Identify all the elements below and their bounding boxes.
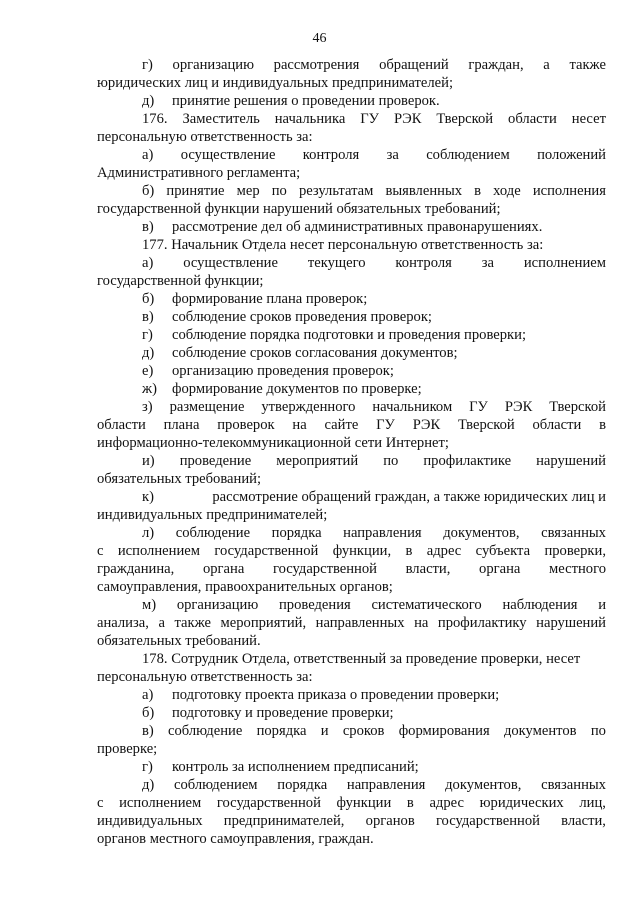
text-line [97, 417, 606, 434]
word: соблюдением [174, 777, 258, 793]
word: начальника [274, 111, 346, 127]
text-line [142, 759, 419, 776]
text-line [142, 525, 606, 542]
word: на [414, 615, 429, 631]
word: соблюдение [175, 525, 251, 541]
list-marker: в) [142, 219, 154, 235]
text-line [142, 597, 606, 614]
word: РЭК [412, 417, 441, 433]
text-line: юридических лиц и индивидуальных предпринимателей; [97, 75, 454, 91]
word: порядка [271, 525, 322, 541]
text-line [142, 345, 458, 362]
text-line [142, 687, 499, 704]
word: утвержденного [261, 399, 356, 415]
line-text: рассмотрение дел об административных правонарушениях. [172, 219, 543, 235]
text-line [142, 219, 542, 236]
word: выявленных [385, 183, 463, 199]
word: а) [142, 147, 154, 163]
text-line: обязательных требований. [97, 633, 261, 649]
list-marker: б) [142, 291, 155, 307]
text-line: персональную ответственность за: [97, 669, 313, 685]
word: по [383, 453, 399, 469]
word: мер [236, 183, 260, 199]
text-line [97, 795, 606, 812]
word: анализа, [97, 615, 149, 631]
word: проверки, [544, 543, 606, 559]
word: власти, [405, 561, 451, 577]
word: систематического [371, 597, 482, 613]
word: области [532, 417, 582, 433]
word: наблюдения [502, 597, 578, 613]
word: сайте [324, 417, 359, 433]
text-line: проверке; [97, 741, 158, 757]
word: адрес [426, 543, 462, 559]
word: начальником [372, 399, 453, 415]
word: адрес [429, 795, 464, 811]
line-text: формирование документов по проверке; [172, 381, 422, 397]
word: а [543, 57, 550, 73]
word: ходе [493, 183, 521, 199]
word: ГУ [469, 399, 488, 415]
word: на [292, 417, 307, 433]
text-line [142, 111, 606, 128]
text-line [142, 309, 432, 326]
text-line [142, 57, 606, 74]
text-line: государственной функции; [97, 273, 264, 289]
word: функции, [332, 543, 392, 559]
text-line: государственной функции нарушений обязательных требований; [97, 201, 501, 217]
word: государственной [214, 543, 319, 559]
list-marker: а) [142, 687, 154, 703]
line-text: подготовку проекта приказа о проведении проверки; [172, 687, 500, 703]
word: м) [142, 597, 157, 613]
word: с [97, 543, 104, 559]
word: РЭК [393, 111, 422, 127]
word: по [590, 723, 606, 739]
word: также [569, 57, 606, 73]
word: результатам [298, 183, 374, 199]
text-line [142, 363, 394, 380]
word: к) [142, 489, 154, 505]
line-text: организацию проведения проверок; [172, 363, 394, 379]
word: несет [571, 111, 606, 127]
text-line [142, 453, 606, 470]
text-line: информационно-телекоммуникационной сети Интернет; [97, 435, 449, 451]
word: в [599, 417, 606, 433]
text-line [97, 813, 606, 830]
word: за [386, 147, 399, 163]
word: сроков [342, 723, 385, 739]
list-marker: е) [142, 363, 154, 379]
text-line: индивидуальных предпринимателей; [97, 507, 328, 523]
word: исполнением [523, 255, 606, 271]
word: функции [336, 795, 392, 811]
word: контроля [395, 255, 452, 271]
word: исполнения [532, 183, 606, 199]
text-line [142, 381, 422, 398]
text-line [142, 777, 606, 794]
word: государственной [435, 813, 540, 829]
word: положений [537, 147, 606, 163]
word: местного [549, 561, 606, 577]
list-marker: ж) [142, 381, 157, 397]
word: граждан, [468, 57, 524, 73]
word: в [405, 543, 413, 559]
text-line: персональную ответственность за: [97, 129, 313, 145]
word: направленных [315, 615, 405, 631]
word: индивидуальных [97, 813, 203, 829]
list-marker: д) [142, 93, 155, 109]
text-line [142, 327, 526, 344]
word: 178. Сотрудник Отдела, ответственный за проведение проверки, несет [142, 651, 581, 667]
word: и) [142, 453, 155, 469]
word: размещение [169, 399, 245, 415]
word: ГУ [376, 417, 395, 433]
word: мероприятий, [220, 615, 307, 631]
text-line: Административного регламента; [97, 165, 301, 181]
word: в [474, 183, 482, 199]
word: за [481, 255, 494, 271]
word: а) [142, 255, 154, 271]
text-line [142, 93, 440, 110]
word: д) [142, 777, 155, 793]
word: в) [142, 723, 154, 739]
line-text: соблюдение порядка подготовки и проведения проверки; [172, 327, 526, 343]
word: органов [365, 813, 415, 829]
word: профилактику [437, 615, 527, 631]
word: проведение [179, 453, 252, 469]
word: государственной [216, 795, 321, 811]
word: предпринимателей, [223, 813, 345, 829]
page-number: 46 [312, 31, 327, 46]
word: области [508, 111, 557, 127]
text-line [142, 291, 367, 308]
word: осуществление [183, 255, 278, 271]
word: организацию [176, 597, 259, 613]
text-line [142, 255, 606, 272]
text-line [142, 723, 606, 740]
line-text: контроль за исполнением предписаний; [172, 759, 419, 775]
word: органа [479, 561, 521, 577]
word: проверок [217, 417, 275, 433]
word: документов [503, 723, 577, 739]
text-line [142, 651, 606, 668]
list-marker: б) [142, 705, 155, 721]
word: обращений [379, 57, 449, 73]
word: субъекта [475, 543, 531, 559]
line-text: соблюдение сроков согласования документов; [172, 345, 458, 361]
text-line: 177. Начальник Отдела несет персональную ответственность за: [142, 237, 544, 253]
text-line [97, 561, 606, 578]
word: РЭК [504, 399, 533, 415]
word: порядка [277, 777, 328, 793]
line-text: формирование плана проверок; [172, 291, 368, 307]
word: организацию [172, 57, 254, 73]
word: гражданина, [97, 561, 175, 577]
list-marker: г) [142, 327, 153, 343]
word: профилактике [423, 453, 512, 469]
word: связанных [541, 777, 606, 793]
word: а [158, 615, 165, 631]
word: юридических [479, 795, 564, 811]
list-marker: г) [142, 759, 153, 775]
word: з) [142, 399, 153, 415]
text-line [142, 489, 606, 506]
line-text: соблюдение сроков проведения проверок; [172, 309, 432, 325]
text-line [142, 705, 394, 722]
word: органа [202, 561, 245, 577]
text-line: обязательных требований; [97, 471, 262, 487]
line-text: подготовку и проведение проверки; [172, 705, 394, 721]
word: исполнением [119, 795, 202, 811]
word: с [97, 795, 104, 811]
word: контроля [302, 147, 360, 163]
text-line [97, 615, 606, 632]
word: области [97, 417, 146, 433]
text-line: самоуправления, правоохранительных органов; [97, 579, 393, 595]
word: осуществление [180, 147, 276, 163]
word: Заместитель [182, 111, 260, 127]
word: нарушений [536, 615, 606, 631]
word: государственной [272, 561, 377, 577]
word: также [174, 615, 211, 631]
word: связанных [541, 525, 606, 541]
word: рассмотрение обращений граждан, а также юридических лиц и [212, 489, 606, 505]
word: б) [142, 183, 155, 199]
word: плана [163, 417, 200, 433]
word: направления [346, 777, 426, 793]
word: Тверской [436, 111, 494, 127]
text-line [142, 399, 606, 416]
word: Тверской [549, 399, 606, 415]
word: текущего [307, 255, 366, 271]
list-marker: д) [142, 345, 155, 361]
text-line [142, 147, 606, 164]
word: и [320, 723, 329, 739]
word: ГУ [360, 111, 380, 127]
word: исполнением [117, 543, 200, 559]
word: проведения [279, 597, 351, 613]
word: документов, [445, 777, 522, 793]
text-line: органов местного самоуправления, граждан. [97, 831, 374, 847]
word: рассмотрения [273, 57, 360, 73]
word: по [271, 183, 287, 199]
text-line [97, 543, 606, 560]
word: соблюдением [426, 147, 510, 163]
list-marker: в) [142, 309, 154, 325]
word: порядка [256, 723, 307, 739]
word: лиц, [579, 795, 606, 811]
word: власти, [561, 813, 606, 829]
word: нарушений [536, 453, 606, 469]
word: направления [343, 525, 422, 541]
word: соблюдение [168, 723, 243, 739]
line-text: принятие решения о проведении проверок. [172, 93, 440, 109]
word: документов, [443, 525, 520, 541]
word: Тверской [458, 417, 515, 433]
word: формирования [398, 723, 490, 739]
word: и [598, 597, 606, 613]
word: 176. [142, 111, 168, 127]
word: в [406, 795, 414, 811]
word: принятие [166, 183, 225, 199]
text-line [142, 183, 606, 200]
word: мероприятий [276, 453, 359, 469]
word: л) [142, 525, 155, 541]
word: г) [142, 57, 153, 73]
